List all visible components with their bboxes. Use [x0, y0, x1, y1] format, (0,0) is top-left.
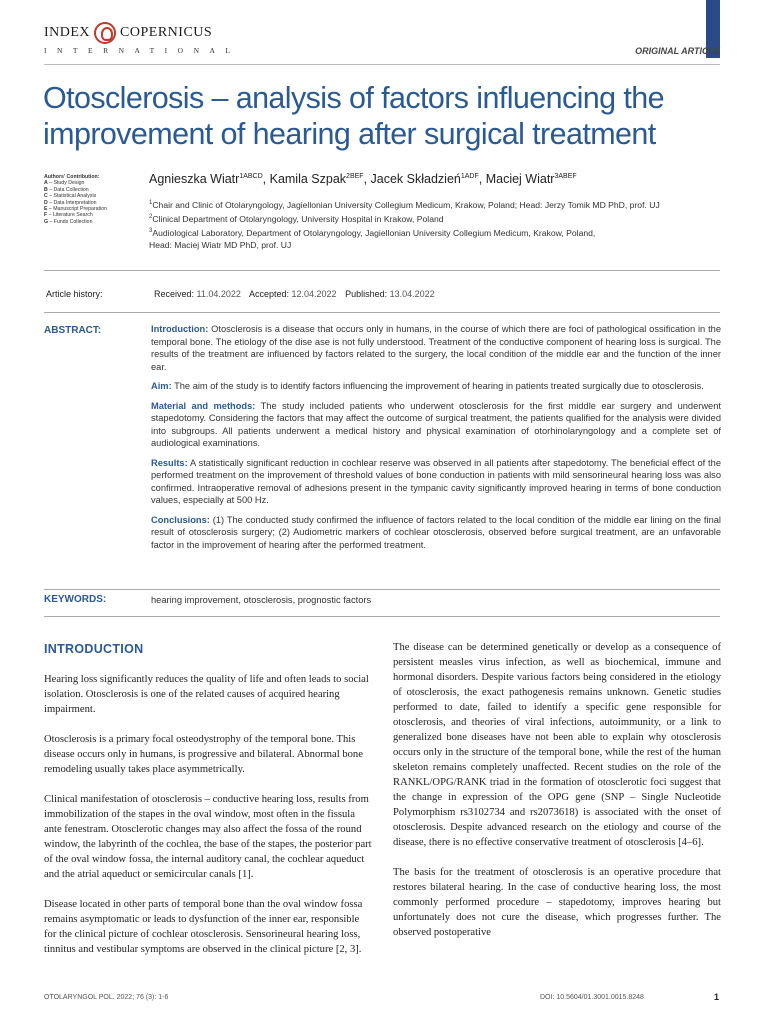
abstract-body — [151, 323, 721, 558]
contribution-code: E — [44, 206, 48, 213]
divider-after-keywords — [44, 616, 720, 617]
abstract-section — [151, 400, 721, 450]
contribution-heading: Authors' Contribution: — [44, 174, 100, 180]
contribution-code: B — [44, 186, 48, 193]
contribution-text: – Data Interpretation — [47, 199, 97, 206]
history-label: Article history: — [46, 289, 103, 299]
introduction-heading: INTRODUCTION — [44, 642, 144, 656]
contribution-code: A — [44, 180, 48, 187]
copernicus-logo-icon — [94, 22, 116, 44]
affiliation-number: 3 — [149, 227, 153, 234]
header-divider — [44, 64, 720, 65]
abstract-section — [151, 323, 721, 373]
affiliation-line — [149, 225, 709, 239]
abstract-section-heading: Results: — [151, 457, 188, 468]
body-paragraph: Otosclerosis is a primary focal osteodystrophy of the temporal bone. This disease occurs only in humans, is progressive and bilateral. Abnormal bone remodeling usually takes place asymmetrically. — [44, 734, 363, 775]
published-label: Published: — [345, 289, 388, 299]
doi: DOI: 10.5604/01.3001.0015.8248 — [540, 994, 644, 1001]
affiliation-list — [149, 197, 709, 251]
publisher-logo — [44, 22, 241, 55]
affiliation-line — [149, 197, 709, 211]
logo-text-left: INDEX — [44, 25, 91, 40]
affiliation-number: 2 — [149, 213, 153, 220]
page-number: 1 — [714, 992, 720, 1002]
author-contribution-codes: 3ABEF — [554, 172, 577, 180]
contribution-code: F — [44, 212, 48, 219]
affiliation-text: Head: Maciej Wiatr MD PhD, prof. UJ — [149, 239, 292, 250]
author-name: Maciej Wiatr — [485, 172, 555, 186]
abstract-section-heading: Introduction: — [151, 324, 209, 334]
contribution-text: – Funds Collection — [48, 218, 93, 225]
logo-subtext: INTERNATIONAL — [44, 46, 241, 55]
published-date: 13.04.2022 — [389, 289, 435, 299]
left-column-text — [44, 672, 374, 972]
article-history — [154, 289, 441, 299]
contribution-code: D — [44, 199, 48, 206]
contribution-text: – Data Collection — [47, 186, 89, 193]
author-contribution-codes: 1ADF — [460, 172, 479, 180]
right-column-text — [393, 640, 721, 955]
article-title: Otosclerosis – analysis of factors influencing the improvement of hearing after surgical treatment — [43, 81, 664, 151]
body-paragraph: Hearing loss significantly reduces the quality of life and often leads to social isolation. Otosclerosis is one of the related causes of acquired hearing impairment. — [44, 674, 369, 715]
divider-before-keywords — [44, 589, 720, 590]
affiliation-line — [149, 211, 709, 225]
abstract-section-text: A statistically significant reduction in cochlear reserve was observed in all patients after stapedotomy. The beneficial effect of the performed treatment on the improvement of threshold values of bone conduction in patients with mild sensorineural hearing loss was also confirmed. Intraoperative removal of adhesions present in the tympanic cavity significantly improved hearing in terms of bone conduction values, especially at 500 Hz. — [151, 457, 721, 505]
logo-text-right: COPERNICUS — [120, 25, 213, 40]
abstract-section-heading: Aim: — [151, 381, 172, 391]
author-separator: , — [363, 172, 371, 186]
author-name: Jacek Składzień — [370, 172, 461, 186]
affiliation-text: Clinical Department of Otolaryngology, University Hospital in Krakow, Poland — [152, 213, 444, 224]
article-type: ORIGINAL ARTICLE — [635, 46, 720, 56]
author-contribution-codes: 2BEF — [346, 172, 364, 180]
body-paragraph: Clinical manifestation of otosclerosis – conductive hearing loss, results from immobilization of the stapes in the oval window, most often in the fissula ante fenestram. Otosclerotic changes may also affect the fossa of the round window, the labyrinth of the cochlea, the base of the stapes, the posterior part of the oval window fossa, the internal auditory canal, the cochlear aqueduct and the atrial aqueduct or semicircular canals [1]. — [44, 794, 372, 880]
authors-contribution-legend — [44, 174, 144, 225]
author-name: Kamila Szpak — [269, 172, 347, 186]
abstract-section — [151, 514, 721, 552]
contribution-text: – Study Design — [47, 180, 85, 187]
abstract-section — [151, 380, 721, 393]
received-date: 11.04.2022 — [196, 289, 241, 299]
author-separator: , — [478, 172, 486, 186]
divider-before-abstract — [44, 312, 720, 313]
author-name: Agnieszka Wiatr — [149, 172, 240, 186]
contribution-code: G — [44, 218, 49, 225]
abstract-section-text: The aim of the study is to identify factors influencing the improvement of hearing in patients treated surgically due to otosclerosis. — [171, 381, 704, 391]
author-list — [149, 172, 577, 186]
contribution-code: C — [44, 193, 48, 200]
abstract-section-text: (1) The conducted study confirmed the influence of factors related to the local condition of the middle ear lining on the final result of otosclerosis surgery; (2) Audiometric markers of cochlear otosclerosis, observed before surgical treatment, are an unfavorable factor in the improvement of hearing after the performed treatment. — [151, 514, 721, 550]
contribution-text: – Literature Search — [47, 212, 93, 219]
abstract-label: ABSTRACT: — [44, 325, 102, 336]
received-label: Received: — [154, 289, 195, 299]
author-separator: , — [262, 172, 270, 186]
affiliation-number: 1 — [149, 200, 153, 206]
body-paragraph: Disease located in other parts of temporal bone than the oval window fossa remains asymptomatic or leads to dysfunction of the inner ear, responsible for the clinical picture of cochlear otosclerosis. Sensorineural hearing loss, tinnitus and vestibular symptoms are observed in the clinical picture [2, 3]. — [44, 899, 363, 955]
contribution-item — [44, 219, 144, 225]
accepted-date: 12.04.2022 — [291, 289, 337, 299]
keywords-label: KEYWORDS: — [44, 594, 107, 605]
abstract-section-heading: Material and methods: — [151, 400, 256, 411]
affiliation-text: Audiological Laboratory, Department of Otolaryngology, Jagiellonian University Collegium Medicum, Krakow, Poland, — [152, 227, 596, 238]
keywords-text: hearing improvement, otosclerosis, prognostic factors — [151, 595, 372, 605]
abstract-section-heading: Conclusions: — [151, 514, 210, 525]
abstract-section-text: Otosclerosis is a disease that occurs only in humans, in the course of which there are foci of pathological ossification in the temporal bone. The etiology of the dise ase is not fully understood. Treatment of the conductive component of hearing loss is surgical. The results of the treatment are influenced by factors related to the surgery, the local condition of the middle ear and the function of the inner ear. — [151, 324, 721, 372]
affiliation-line — [149, 239, 709, 251]
contribution-text: – Statistical Analysis — [47, 193, 97, 200]
divider-before-history — [44, 270, 720, 271]
contribution-text: – Manuscript Preparation — [47, 206, 107, 213]
author-contribution-codes: 1ABCD — [239, 172, 263, 180]
body-paragraph: The basis for the treatment of otosclerosis is an operative procedure that restores bilateral hearing. In the case of conductive hearing loss, the most commonly performed procedure – stapedotomy, improves hearing but unfortunately does not cure the disease, which progresses further. The observed postoperative — [393, 867, 721, 938]
accepted-label: Accepted: — [248, 289, 289, 299]
abstract-section — [151, 457, 721, 507]
body-paragraph: The disease can be determined genetically or develop as a consequence of persistent measles virus infection, as well as biochemical, immune and hormonal disorders. Despite various factors being considered in the etiology of otosclerosis, the exact pathogenesis remains unknown. Genetic studies performed to date, failed to identify a specific gene responsible for otosclerosis, and theories of viral infections, autoimmunity, or a link to generalized bone diseases have not been able to explain why otosclerosis occurs only in the structure of the temporal bone, while the rest of the human skeleton remains completely unaffected. Recent studies on the role of the RANKL/OPG/RANK triad in the formation of otosclerotic foci suggest that the change in expression of the OPG gene (SNP – Single Nucleotide Polymorphism rs3102734 and rs2073618) is associated with the onset of otosclerosis. Despite advanced research on the etiology and course of the disease, there is no effective conservative treatment of otosclerosis [4–6]. — [393, 642, 721, 848]
abstract-section-text: The study included patients who underwent otosclerosis for the first middle ear surgery and underwent stapedotomy. Considering the factors that may affect the outcome of surgical treatment, the patients qualified for the analysis were divided into subgroups. All patients underwent a medical history and physical examination of otorhinolaryngology and a complete set of audiological examinations. — [151, 400, 721, 448]
affiliation-text: Chair and Clinic of Otolaryngology, Jagiellonian University Collegium Medicum, Krakow, Poland; Head: Jerzy Tomik MD PhD, prof. UJ — [152, 199, 660, 210]
journal-citation: OTOLARYNGOL POL. 2022; 76 (3): 1-6 — [44, 994, 169, 1001]
